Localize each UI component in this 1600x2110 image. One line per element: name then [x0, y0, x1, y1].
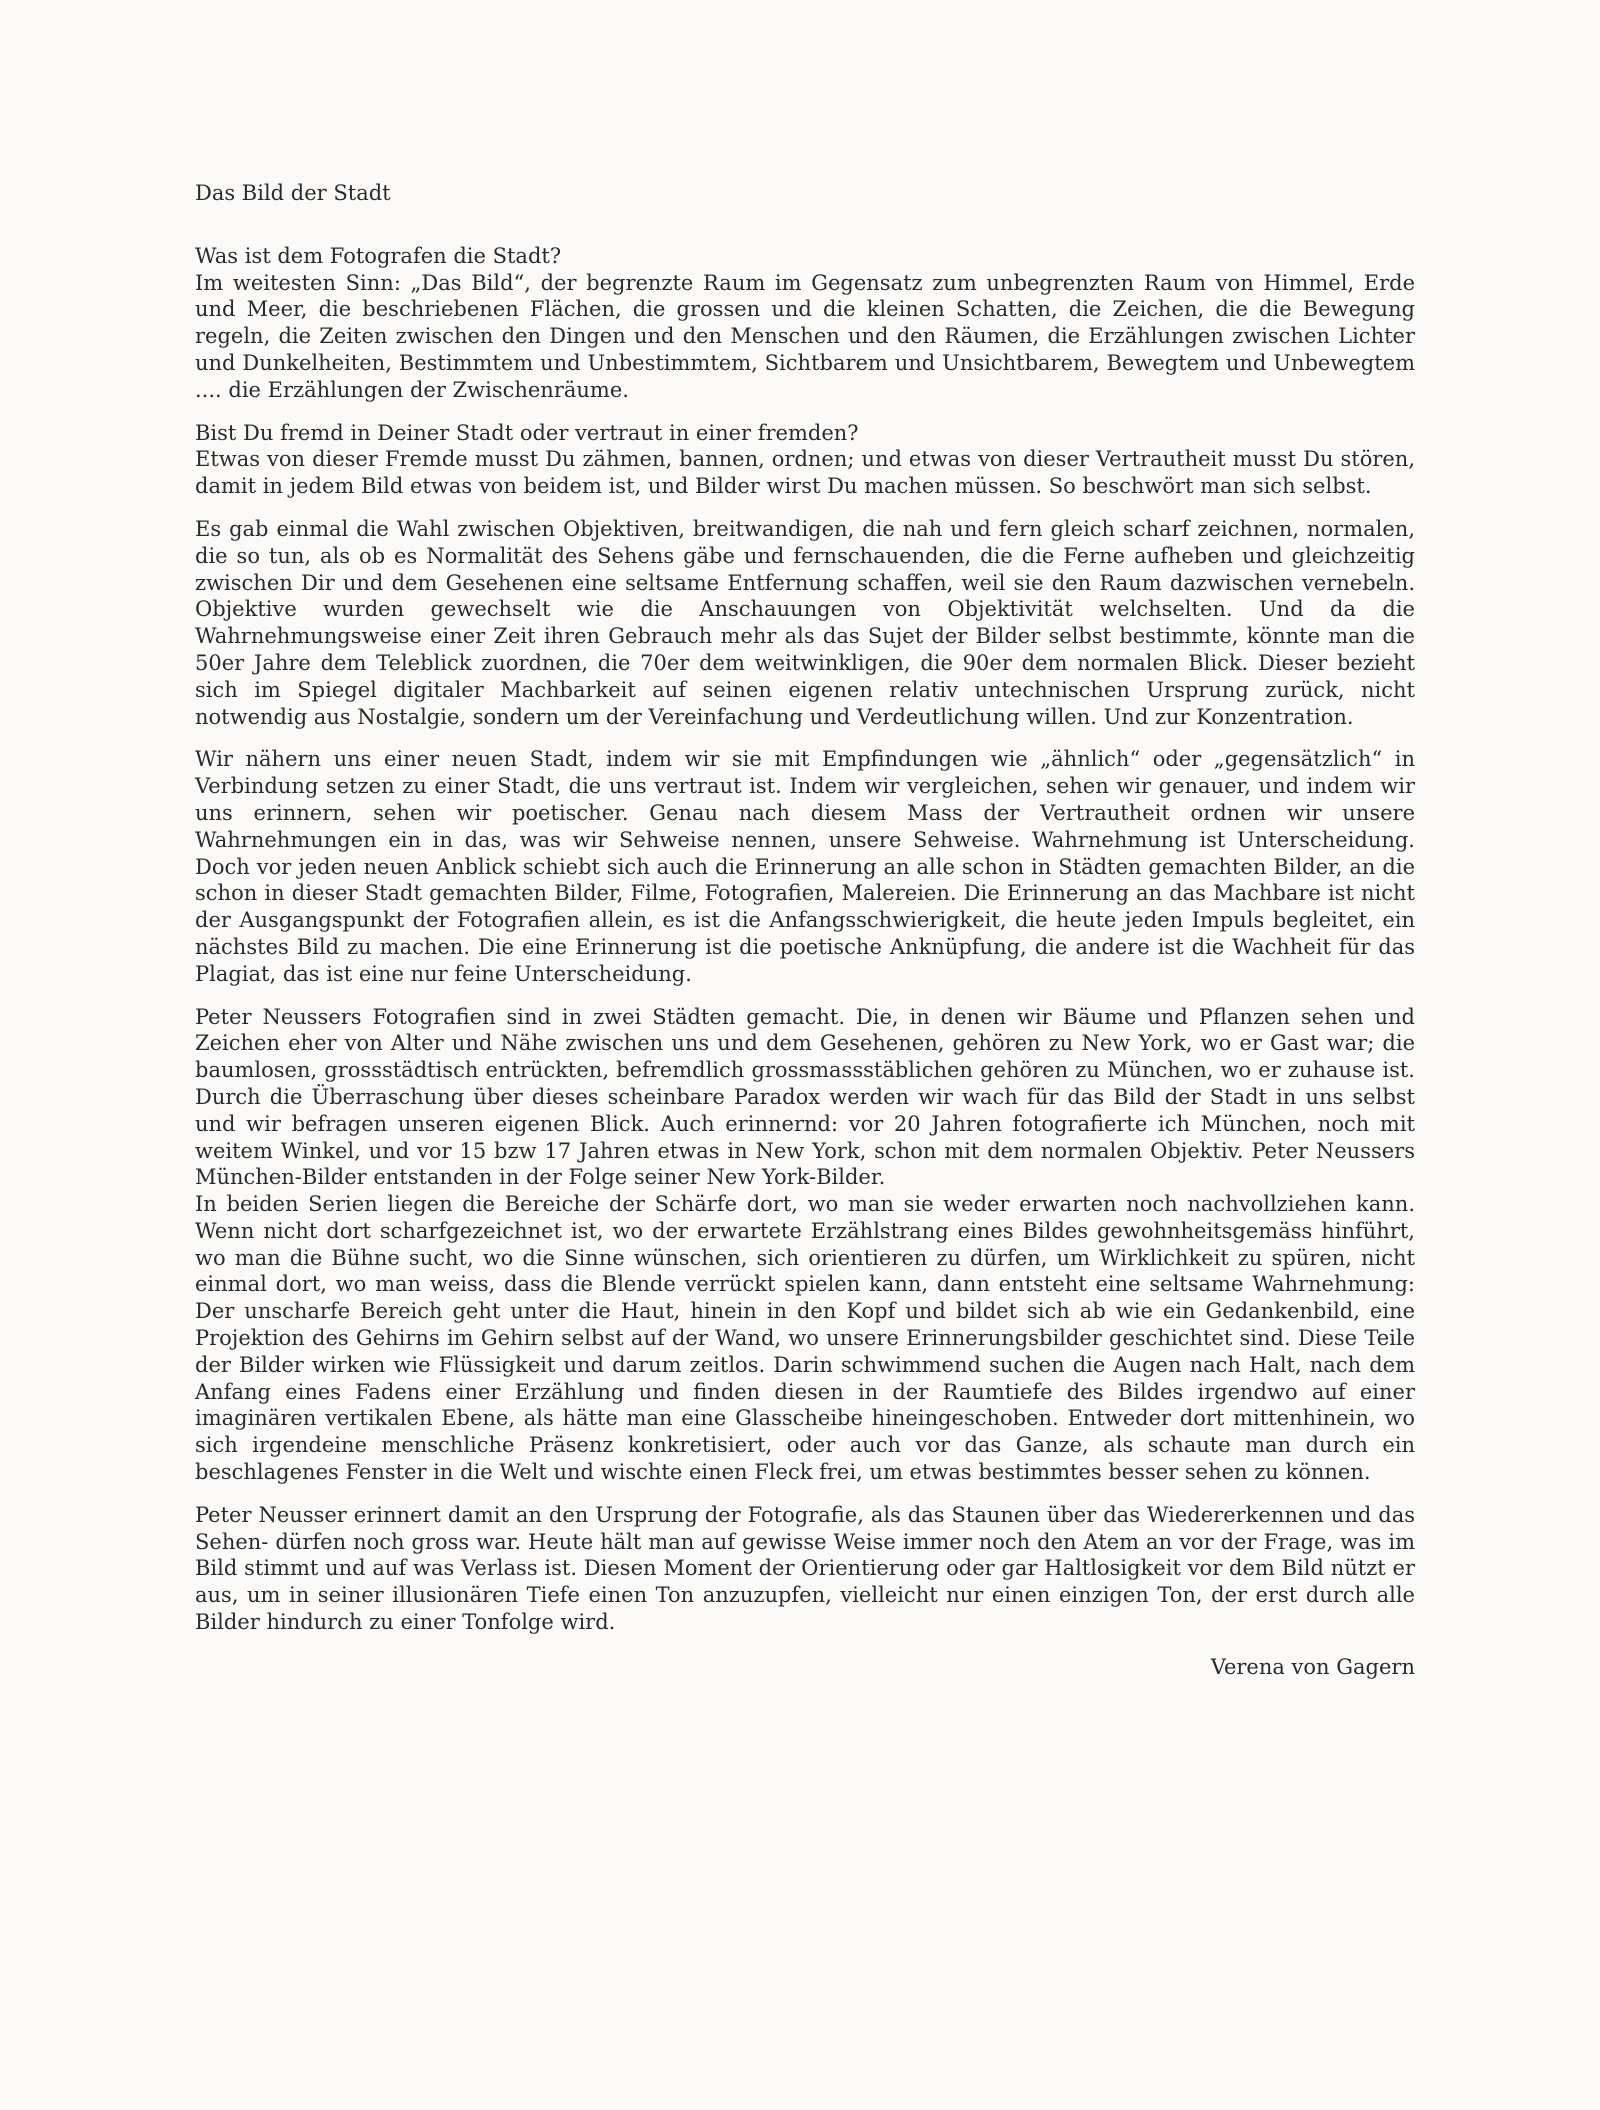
essay-page — [195, 180, 1415, 1681]
author-signature: Verena von Gagern — [1210, 1654, 1415, 1679]
essay-title: Das Bild der Stadt — [195, 181, 391, 205]
paragraph-1-question: Was ist dem Fotografen die Stadt? — [195, 243, 562, 268]
paragraph-1 — [195, 243, 1415, 404]
paragraph-2-question: Bist Du fremd in Deiner Stadt oder vertraut in einer fremden? — [195, 420, 859, 445]
paragraph-5a: Peter Neussers Fotografien sind in zwei Städten gemacht. Die, in denen wir Bäume und Pflanzen sehen und Zeichen eher von Alter und Nähe zwischen uns und dem Gesehenen, gehören zu New York, wo er Gast war; die baumlosen, grossstädtisch entrückten, befremdlich grossmassstäblichen gehören zu München, wo er zuhause ist. Durch die Überraschung über dieses scheinbare Paradox werden wir wach für das Bild der Stadt in uns selbst und wir befragen unseren eigenen Blick. Auch erinnernd: vor 20 Jahren fotografierte ich München, noch mit weitem Winkel, und vor 15 bzw 17 Jahren etwas in New York, schon mit dem normalen Objektiv. Peter Neussers München-Bilder entstanden in der Folge seiner New York-Bilder. — [195, 1004, 1415, 1190]
paragraph-3: Es gab einmal die Wahl zwischen Objektiven, breitwandigen, die nah und fern gleich scharf zeichnen, normalen, die so tun, als ob es Normalität des Sehens gäbe und fernschauenden, die die Ferne aufheben und gleichzeitig zwischen Dir und dem Gesehenen eine seltsame Entfernung schaffen, weil sie den Raum dazwischen vernebeln. Objektive wurden gewechselt wie die Anschauungen von Objektivität welchselten. Und da die Wahrnehmungsweise einer Zeit ihren Gebrauch mehr als das Sujet der Bilder selbst bestimmte, könnte man die 50er Jahre dem Teleblick zuordnen, die 70er dem weitwinkligen, die 90er dem normalen Blick. Dieser bezieht sich im Spiegel digitaler Machbarkeit auf seinen eigenen relativ untechnischen Ursprung zurück, nicht notwendig aus Nostalgie, sondern um der Vereinfachung und Verdeutlichung willen. Und zur Konzentration. — [195, 516, 1415, 729]
paragraph-5b: In beiden Serien liegen die Bereiche der Schärfe dort, wo man sie weder erwarten noch nachvollziehen kann. Wenn nicht dort scharfgezeichnet ist, wo der erwartete Erzählstrang eines Bildes gewohnheitsgemäss hinführt, wo man die Bühne sucht, wo die Sinne wünschen, sich orientieren zu dürfen, um Wirklichkeit zu spüren, nicht einmal dort, wo man weiss, dass die Blende verrückt spielen kann, dann entsteht eine seltsame Wahrnehmung: Der unscharfe Bereich geht unter die Haut, hinein in den Kopf und bildet sich ab wie ein Gedankenbild, eine Projektion des Gehirns im Gehirn selbst auf der Wand, wo unsere Erinnerungsbilder geschichtet sind. Diese Teile der Bilder wirken wie Flüssigkeit und darum zeitlos. Darin schwimmend suchen die Augen nach Halt, nach dem Anfang eines Fadens einer Erzählung und finden diesen in der Raumtiefe des Bildes irgendwo auf einer imaginären vertikalen Ebene, als hätte man eine Glasscheibe hineingeschoben. Entweder dort mittenhinein, wo sich irgendeine menschliche Präsenz konkretisiert, oder auch vor das Ganze, als schaute man durch ein beschlagenes Fenster in die Welt und wischte einen Fleck frei, um etwas bestimmtes besser sehen zu können. — [195, 1192, 1415, 1485]
paragraph-2-body: Etwas von dieser Fremde musst Du zähmen, bannen, ordnen; und etwas von dieser Vertrautheit musst Du stören, damit in jedem Bild etwas von beidem ist, und Bilder wirst Du machen müssen. So beschwört man sich selbst. — [195, 447, 1415, 499]
paragraph-2 — [195, 420, 1415, 500]
paragraph-4: Wir nähern uns einer neuen Stadt, indem wir sie mit Empfindungen wie „ähnlich“ oder „gegensätzlich“ in Verbindung setzen zu einer Stadt, die uns vertraut ist. Indem wir vergleichen, sehen wir genauer, und indem wir uns erinnern, sehen wir poetischer. Genau nach diesem Mass der Vertrautheit ordnen wir unsere Wahrnehmungen ein in das, was wir Sehweise nennen, unsere Sehweise. Wahrnehmung ist Unterscheidung. Doch vor jeden neuen Anblick schiebt sich auch die Erinnerung an alle schon in Städten gemachten Bilder, an die schon in dieser Stadt gemachten Bilder, Filme, Fotografien, Malereien. Die Erinnerung an das Machbare ist nicht der Ausgangspunkt der Fotografien allein, es ist die Anfangsschwierigkeit, die heute jeden Impuls begleitet, ein nächstes Bild zu machen. Die eine Erinnerung ist die poetische Anknüpfung, die andere ist die Wachheit für das Plagiat, das ist eine nur feine Unterscheidung. — [195, 747, 1415, 986]
paragraph-1-body: Im weitesten Sinn: „Das Bild“, der begrenzte Raum im Gegensatz zum unbegrenzten Raum von Himmel, Erde und Meer, die beschriebenen Flächen, die grossen und die kleinen Schatten, die Zeichen, die die Bewegung regeln, die Zeiten zwischen den Dingen und den Menschen und den Räumen, die Erzählungen zwischen Lichter und Dunkelheiten, Bestimmtem und Unbestimmtem, Sichtbarem und Unsichtbarem, Bewegtem und Unbewegtem .... die Erzählungen der Zwischenräume. — [195, 270, 1415, 402]
paragraph-6: Peter Neusser erinnert damit an den Ursprung der Fotografie, als das Staunen über das Wiedererkennen und das Sehen- dürfen noch gross war. Heute hält man auf gewisse Weise immer noch den Atem an vor der Frage, was im Bild stimmt und auf was Verlass ist. Diesen Moment der Orientierung oder gar Haltlosigkeit vor dem Bild nützt er aus, um in seiner illusionären Tiefe einen Ton anzuzupfen, vielleicht nur einen einzigen Ton, der erst durch alle Bilder hindurch zu einer Tonfolge wird. — [195, 1502, 1415, 1635]
